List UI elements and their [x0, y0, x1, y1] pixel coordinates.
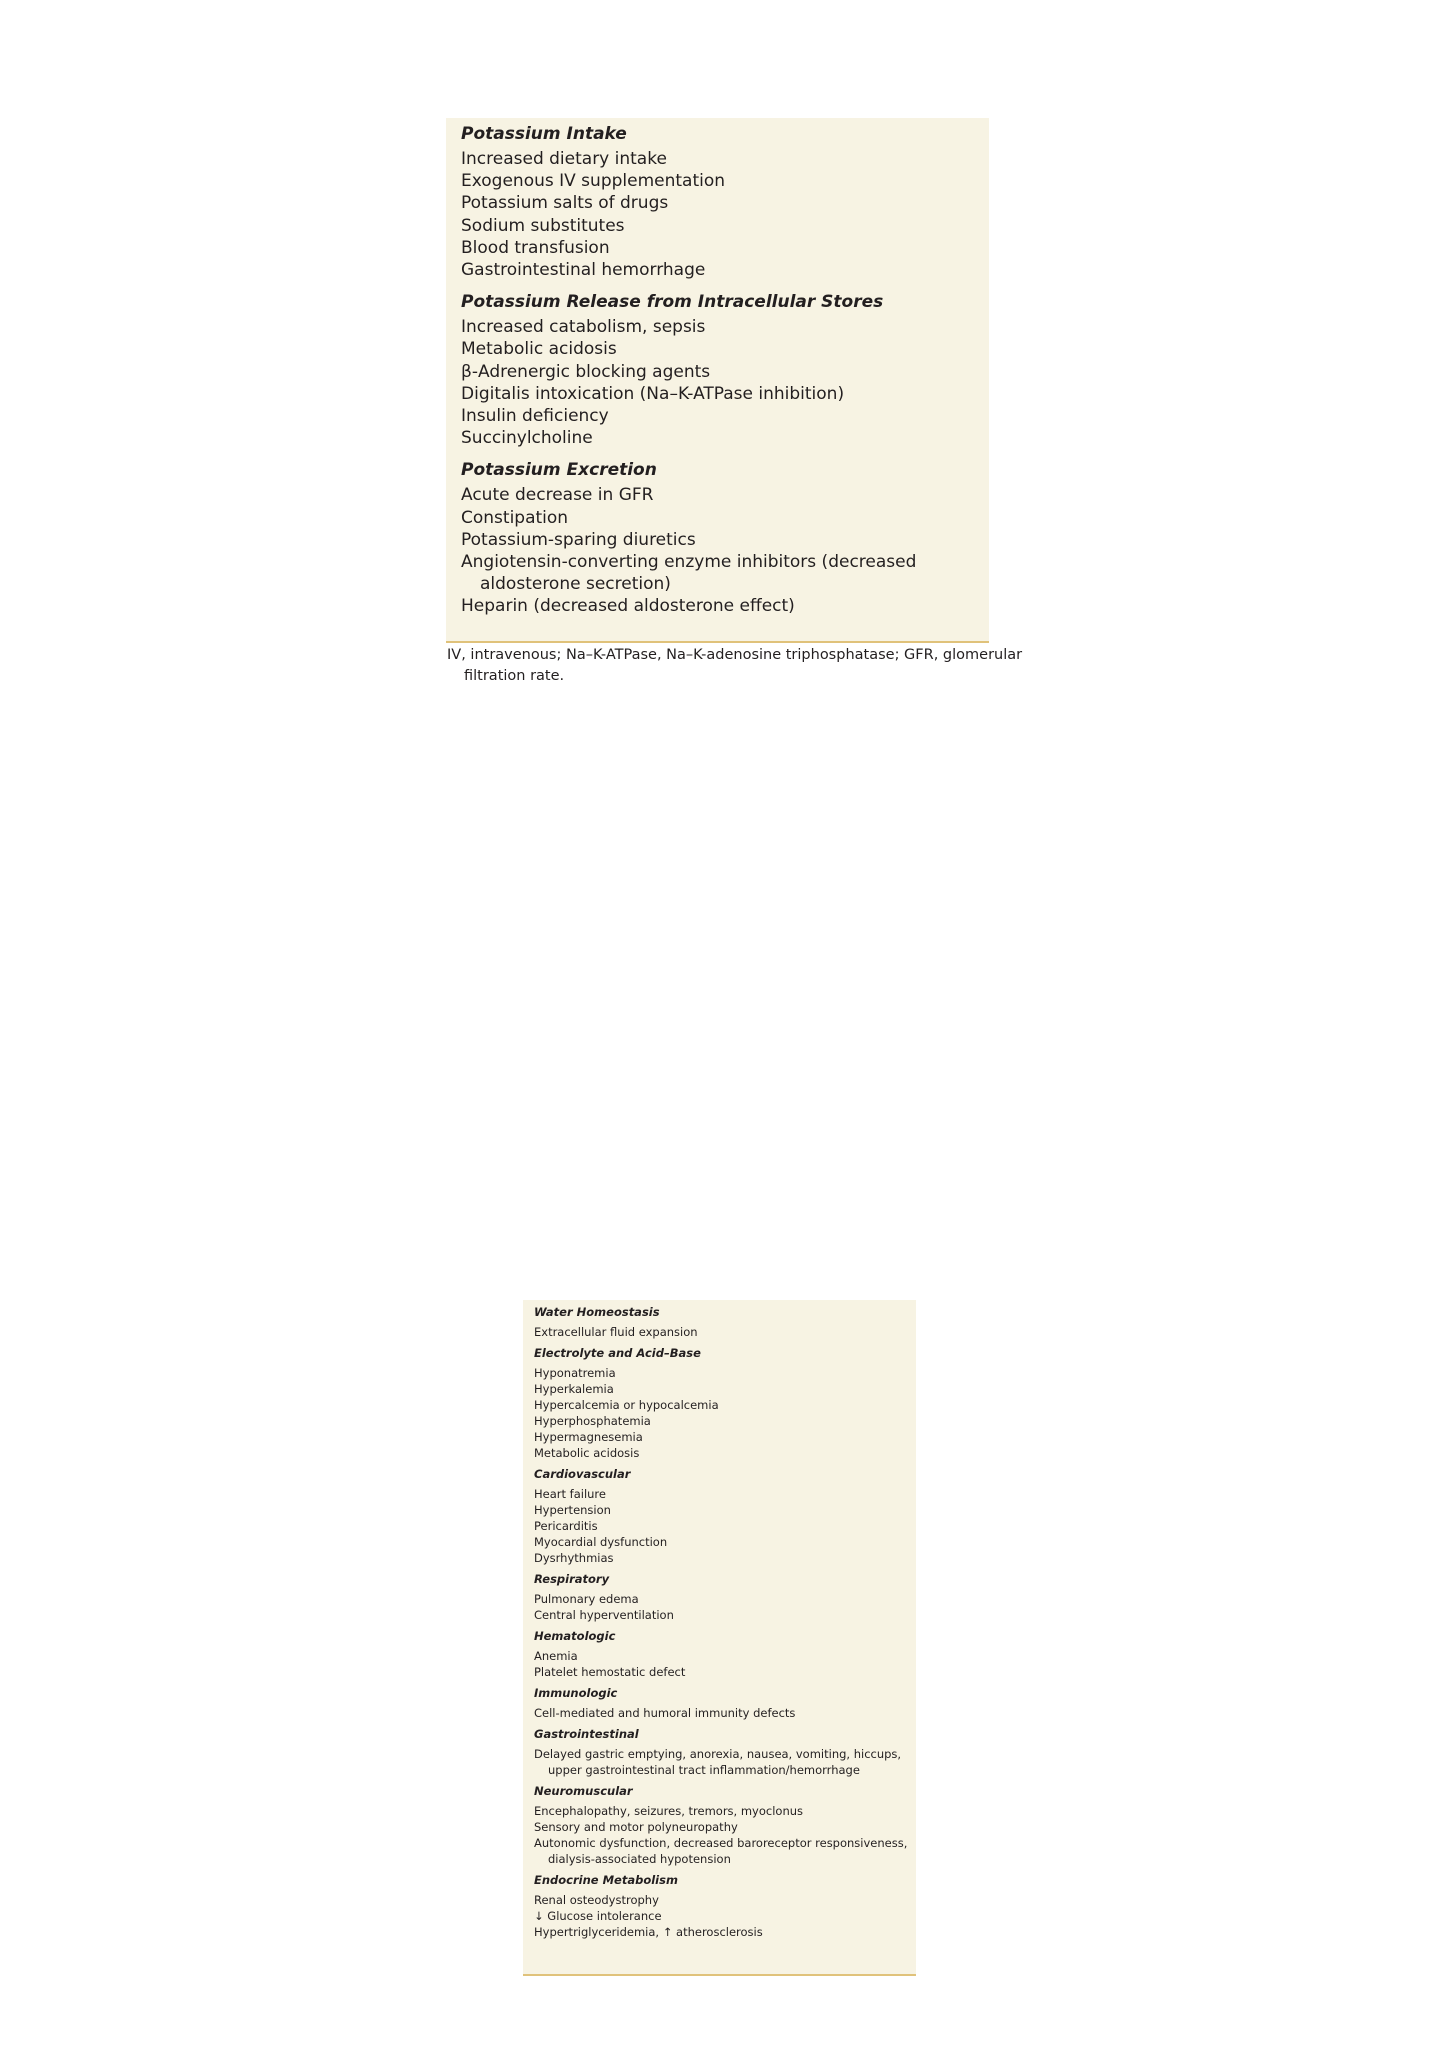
list-item: Increased catabolism, sepsis: [461, 317, 706, 338]
table-section: [534, 1571, 916, 1623]
section-heading: Potassium Excretion: [461, 460, 657, 481]
list-item: Succinylcholine: [461, 428, 593, 449]
list-item: Digitalis intoxication (Na–K-ATPase inhibition): [461, 383, 845, 404]
list-item: β-Adrenergic blocking agents: [461, 361, 711, 382]
table-section: [534, 1466, 916, 1566]
section-heading: Cardiovascular: [534, 1467, 631, 1481]
section-heading: Immunologic: [534, 1686, 618, 1700]
section-heading: Potassium Release from Intracellular Stores: [461, 292, 884, 313]
list-item: Cell-mediated and humoral immunity defects: [534, 1706, 796, 1720]
list-item: Constipation: [461, 507, 569, 528]
table-section: [461, 459, 989, 617]
list-item: Extracellular fluid expansion: [534, 1325, 698, 1339]
list-item: Hypertriglyceridemia, ↑ atherosclerosis: [534, 1925, 763, 1939]
list-item: Increased dietary intake: [461, 149, 667, 169]
list-item: ↓ Glucose intolerance: [534, 1909, 662, 1923]
list-item: Hypertension: [534, 1503, 611, 1517]
table-section: [534, 1685, 916, 1721]
list-item: Sensory and motor polyneuropathy: [534, 1820, 738, 1834]
list-item: Potassium salts of drugs: [461, 193, 669, 214]
section-heading: Neuromuscular: [534, 1784, 633, 1798]
list-item: Central hyperventilation: [534, 1608, 674, 1622]
list-item: Platelet hemostatic defect: [534, 1665, 686, 1679]
list-item: Gastrointestinal hemorrhage: [461, 260, 706, 281]
list-item: Hyperphosphatemia: [534, 1414, 651, 1428]
list-item: Hypercalcemia or hypocalcemia: [534, 1398, 719, 1412]
section-heading: Gastrointestinal: [534, 1727, 639, 1741]
list-item: Blood transfusion: [461, 237, 610, 258]
list-item: Potassium-sparing diuretics: [461, 529, 696, 550]
list-item: Pulmonary edema: [534, 1592, 639, 1606]
list-item: Encephalopathy, seizures, tremors, myoclonus: [534, 1804, 804, 1818]
list-item: Dysrhythmias: [534, 1551, 614, 1565]
uremia-manifestations-table: [523, 1300, 916, 1975]
table-bottom-rule: [446, 641, 989, 643]
section-heading: Endocrine Metabolism: [534, 1873, 678, 1887]
section-heading: Potassium Intake: [461, 124, 627, 144]
table-section: [534, 1304, 916, 1340]
list-item: Pericarditis: [534, 1519, 598, 1533]
list-item: Sodium substitutes: [461, 215, 625, 236]
list-item: Angiotensin-converting enzyme inhibitors (decreased aldosterone secretion): [461, 552, 917, 595]
table-section: [461, 291, 989, 449]
table-bottom-rule: [523, 1974, 916, 1976]
hyperkalemia-causes-table: [446, 118, 989, 642]
list-item: Hypermagnesemia: [534, 1430, 643, 1444]
list-item: Myocardial dysfunction: [534, 1535, 668, 1549]
section-heading: Hematologic: [534, 1629, 616, 1643]
list-item: Exogenous IV supplementation: [461, 171, 726, 192]
table-section: [534, 1345, 916, 1461]
table-section: [534, 1628, 916, 1680]
table-section: [534, 1872, 916, 1940]
table-section: [534, 1726, 916, 1778]
section-heading: Electrolyte and Acid–Base: [534, 1346, 701, 1360]
section-heading: Respiratory: [534, 1572, 610, 1586]
list-item: Hyponatremia: [534, 1366, 616, 1380]
list-item: Hyperkalemia: [534, 1382, 614, 1396]
table-section: [534, 1783, 916, 1867]
table-footnote: IV, intravenous; Na–K-ATPase, Na–K-adenosine triphosphatase; GFR, glomerular filtration rate.: [447, 647, 1023, 684]
list-item: Acute decrease in GFR: [461, 485, 654, 506]
list-item: Autonomic dysfunction, decreased baroreceptor responsiveness, dialysis-associated hypotension: [534, 1836, 908, 1866]
list-item: Heparin (decreased aldosterone effect): [461, 596, 795, 617]
list-item: Metabolic acidosis: [461, 339, 617, 360]
list-item: Heart failure: [534, 1487, 606, 1501]
section-heading: Water Homeostasis: [534, 1305, 660, 1319]
table-section: [461, 123, 989, 281]
list-item: Anemia: [534, 1649, 578, 1663]
list-item: Metabolic acidosis: [534, 1446, 640, 1460]
list-item: Insulin deficiency: [461, 406, 609, 427]
list-item: Renal osteodystrophy: [534, 1893, 659, 1907]
list-item: Delayed gastric emptying, anorexia, nausea, vomiting, hiccups, upper gastrointestinal tract inflammation/hemorrhage: [534, 1747, 902, 1777]
